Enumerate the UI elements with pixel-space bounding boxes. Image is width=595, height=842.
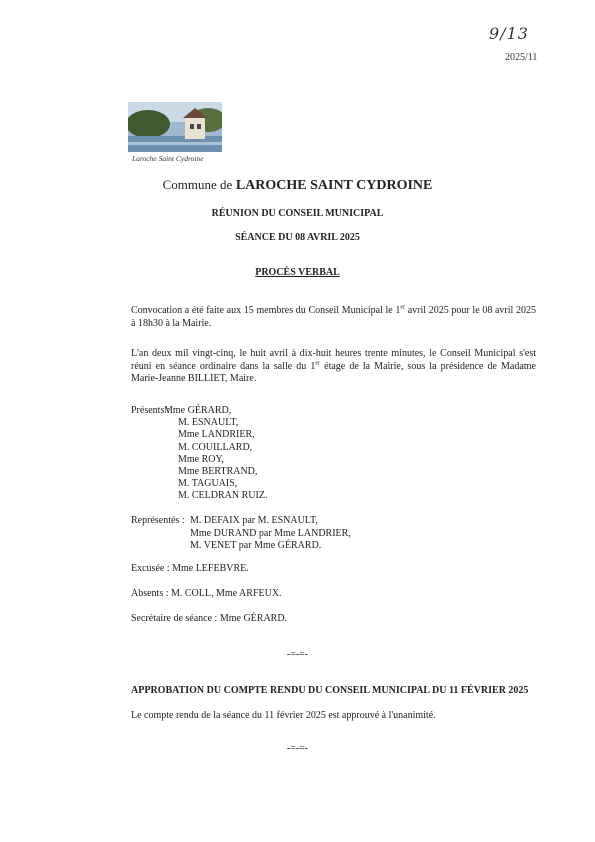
section-title-approval: APPROBATION DU COMPTE RENDU DU CONSEIL MUNICIPAL DU 11 FÉVRIER 2025 — [131, 685, 529, 696]
excused-line: Excusée : Mme LEFEBVRE. — [131, 563, 249, 574]
commune-prefix: Commune de — [162, 177, 233, 192]
handwritten-page-annotation: 9/13 — [489, 24, 529, 43]
convocation-paragraph — [131, 305, 536, 330]
present-member: Mme GÉRARD, — [164, 405, 232, 416]
session-heading: SÉANCE DU 08 AVRIL 2025 — [235, 232, 360, 243]
represented-member: M. VENET par Mme GÉRARD. — [190, 540, 322, 551]
separator: -=-=- — [286, 743, 309, 754]
opening-paragraph — [131, 348, 536, 386]
present-member: Mme BERTRAND, — [178, 466, 258, 478]
convocation-sup: er — [400, 304, 406, 311]
logo-caption: Laroche Saint Cydroine — [132, 154, 204, 163]
commune-name: LAROCHE SAINT CYDROINE — [235, 178, 433, 193]
present-member: Mme ROY, — [178, 453, 224, 465]
represented-list — [190, 515, 351, 553]
present-member: M. CELDRAN RUIZ. — [178, 490, 268, 502]
absents-line: Absents : M. COLL, Mme ARFEUX. — [131, 588, 282, 599]
present-member: M. COUILLARD, — [178, 441, 253, 453]
present-member: M. TAGUAIS, — [178, 478, 238, 490]
opening-sup: er — [315, 360, 321, 367]
separator: -=-=- — [286, 649, 309, 660]
document-type-heading: PROCÈS VERBAL — [255, 267, 340, 278]
present-member: Mme LANDRIER, — [178, 429, 255, 441]
meeting-heading: RÉUNION DU CONSEIL MUNICIPAL — [211, 208, 384, 219]
presents-list — [164, 405, 268, 503]
opening-text-b: étage de la Mairie, sous la présidence de Madame Marie-Jeanne BILLIET, Maire. — [131, 360, 536, 384]
presents-label: Présents : — [131, 405, 170, 416]
section-text-approval: Le compte rendu de la séance du 11 février 2025 est approuvé à l'unanimité. — [131, 710, 436, 721]
document-reference: 2025/11 — [505, 52, 538, 63]
convocation-text-a: Convocation a été faite aux 15 membres du Conseil Municipal le 1 — [131, 305, 401, 316]
represented-member: Mme DURAND par Mme LANDRIER, — [190, 527, 351, 539]
represented-label: Représentés : — [131, 515, 185, 526]
secretary-line: Secrétaire de séance : Mme GÉRARD. — [131, 613, 288, 624]
commune-logo-photo — [128, 102, 222, 152]
commune-title — [0, 177, 595, 194]
present-member: M. ESNAULT, — [178, 417, 239, 429]
opening-text-a: L'an deux mil vingt-cinq, le huit avril à dix-huit heures trente minutes, le Conseil Municipal s'est réuni en séance ordinaire dans la salle du 1 — [131, 348, 536, 372]
represented-member: M. DEFAIX par M. ESNAULT, — [190, 515, 318, 526]
convocation-text-b: avril 2025 pour le 08 avril 2025 à 18h30 à la Mairie. — [131, 305, 536, 329]
